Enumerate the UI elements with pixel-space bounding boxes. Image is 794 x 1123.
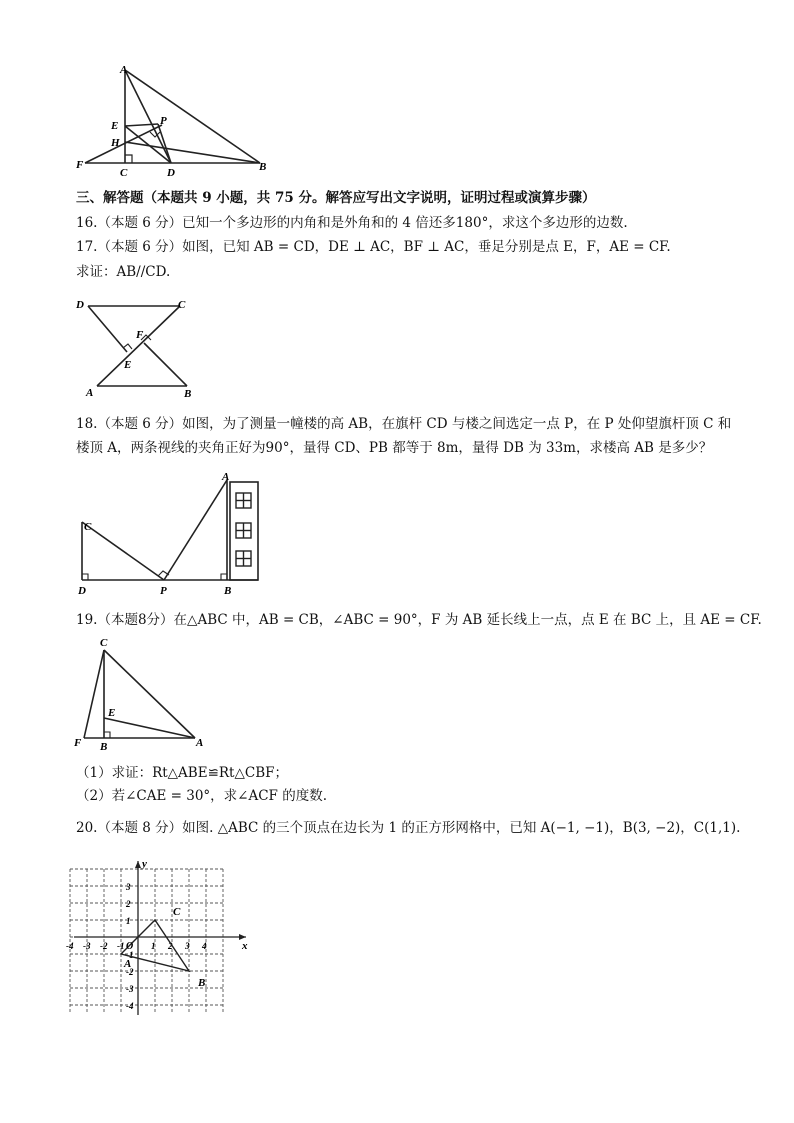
section-title: 三、解答题（本题共 9 小题，共 75 分。解答应写出文字说明，证明过程或演算步骤） [76, 190, 596, 206]
figure-top-triangle [70, 62, 280, 182]
label-e: E [124, 359, 132, 371]
y-tick-label: -2 [126, 967, 134, 977]
building-windows [236, 493, 251, 566]
figure-q19 [72, 632, 222, 756]
y-tick-label: -1 [126, 950, 134, 960]
label-a: A [86, 387, 94, 399]
x-tick-label: -2 [100, 941, 108, 951]
label-e: E [111, 120, 119, 132]
segment-ca [104, 650, 195, 738]
sight-line-pa [164, 480, 227, 580]
question-17-prove: 求证：AB//CD. [76, 264, 171, 280]
label-f: F [136, 329, 144, 341]
label-b: B [224, 585, 232, 597]
label-p: P [160, 585, 167, 597]
x-tick-label: 1 [151, 941, 156, 951]
y-tick-label: -4 [126, 1001, 134, 1011]
question-20: 20.（本题 8 分）如图. △ABC 的三个顶点在边长为 1 的正方形网格中，已知 A(−1, −1)，B(3, −2)，C(1,1). [76, 820, 741, 836]
sight-line-pc [82, 522, 164, 580]
label-f: F [76, 159, 84, 171]
label-c: C [100, 637, 108, 649]
y-tick-label: -3 [126, 984, 134, 994]
segment-cf [84, 650, 104, 738]
label-d: D [167, 167, 175, 179]
segment-ab [125, 70, 260, 163]
x-tick-label: 2 [168, 941, 173, 951]
label-c: C [120, 167, 128, 179]
label-d: D [76, 299, 84, 311]
x-tick-label: 4 [202, 941, 207, 951]
label-b: B [259, 161, 267, 173]
point-a-label: A [124, 958, 132, 970]
y-tick-label: 2 [126, 899, 131, 909]
segment-ea [104, 718, 195, 738]
label-e: E [108, 707, 116, 719]
question-19: 19.（本题8分）在△ABC 中，AB = CB，∠ABC = 90°，F 为 AB 延长线上一点，点 E 在 BC 上，且 AE = CF. [76, 612, 762, 628]
label-a: A [222, 471, 230, 483]
question-18-line1: 18.（本题 6 分）如图，为了测量一幢楼的高 AB，在旗杆 CD 与楼之间选定一点 P，在 P 处仰望旗杆顶 C 和 [76, 416, 732, 432]
segment-fp [85, 125, 162, 163]
question-17: 17.（本题 6 分）如图，已知 AB = CD，DE ⊥ AC，BF ⊥ AC，垂足分别是点 E，F，AE = CF. [76, 239, 671, 255]
figure-q18 [72, 470, 272, 600]
label-a: A [120, 64, 128, 76]
x-tick-label: -4 [66, 941, 74, 951]
y-tick-label: 3 [126, 882, 131, 892]
x-tick-label: -3 [83, 941, 91, 951]
segment-ca [97, 306, 180, 386]
origin-label: O [126, 941, 134, 952]
point-b-label: B [198, 977, 206, 989]
label-b: B [100, 741, 108, 753]
question-19-part2: （2）若∠CAE = 30°，求∠ACF 的度数. [76, 788, 327, 804]
label-f: F [74, 737, 82, 749]
point-c-label: C [173, 906, 181, 918]
segment-bf [144, 343, 187, 386]
x-axis-label: x [242, 940, 248, 952]
x-tick-label: -1 [117, 941, 125, 951]
label-d: D [78, 585, 86, 597]
question-19-part1: （1）求证：Rt△ABE≌Rt△CBF； [76, 765, 288, 781]
question-16: 16.（本题 6 分）已知一个多边形的内角和是外角和的 4 倍还多180°，求这个多边形的边数. [76, 215, 628, 231]
label-c: C [84, 521, 92, 533]
label-c: C [178, 299, 186, 311]
segment-hb [125, 142, 260, 163]
label-p: P [160, 115, 167, 127]
figure-q17 [72, 290, 212, 402]
y-tick-label: 1 [126, 916, 131, 926]
label-b: B [184, 388, 192, 400]
segment-de [88, 306, 127, 352]
label-a: A [196, 737, 204, 749]
label-h: H [111, 137, 120, 149]
x-tick-label: 3 [185, 941, 190, 951]
figure-q20-grid [66, 855, 256, 1020]
y-axis-label: y [142, 858, 147, 870]
question-18-line2: 楼顶 A，两条视线的夹角正好为90°，量得 CD、PB 都等于 8m，量得 DB 为 33m，求楼高 AB 是多少？ [76, 440, 713, 456]
